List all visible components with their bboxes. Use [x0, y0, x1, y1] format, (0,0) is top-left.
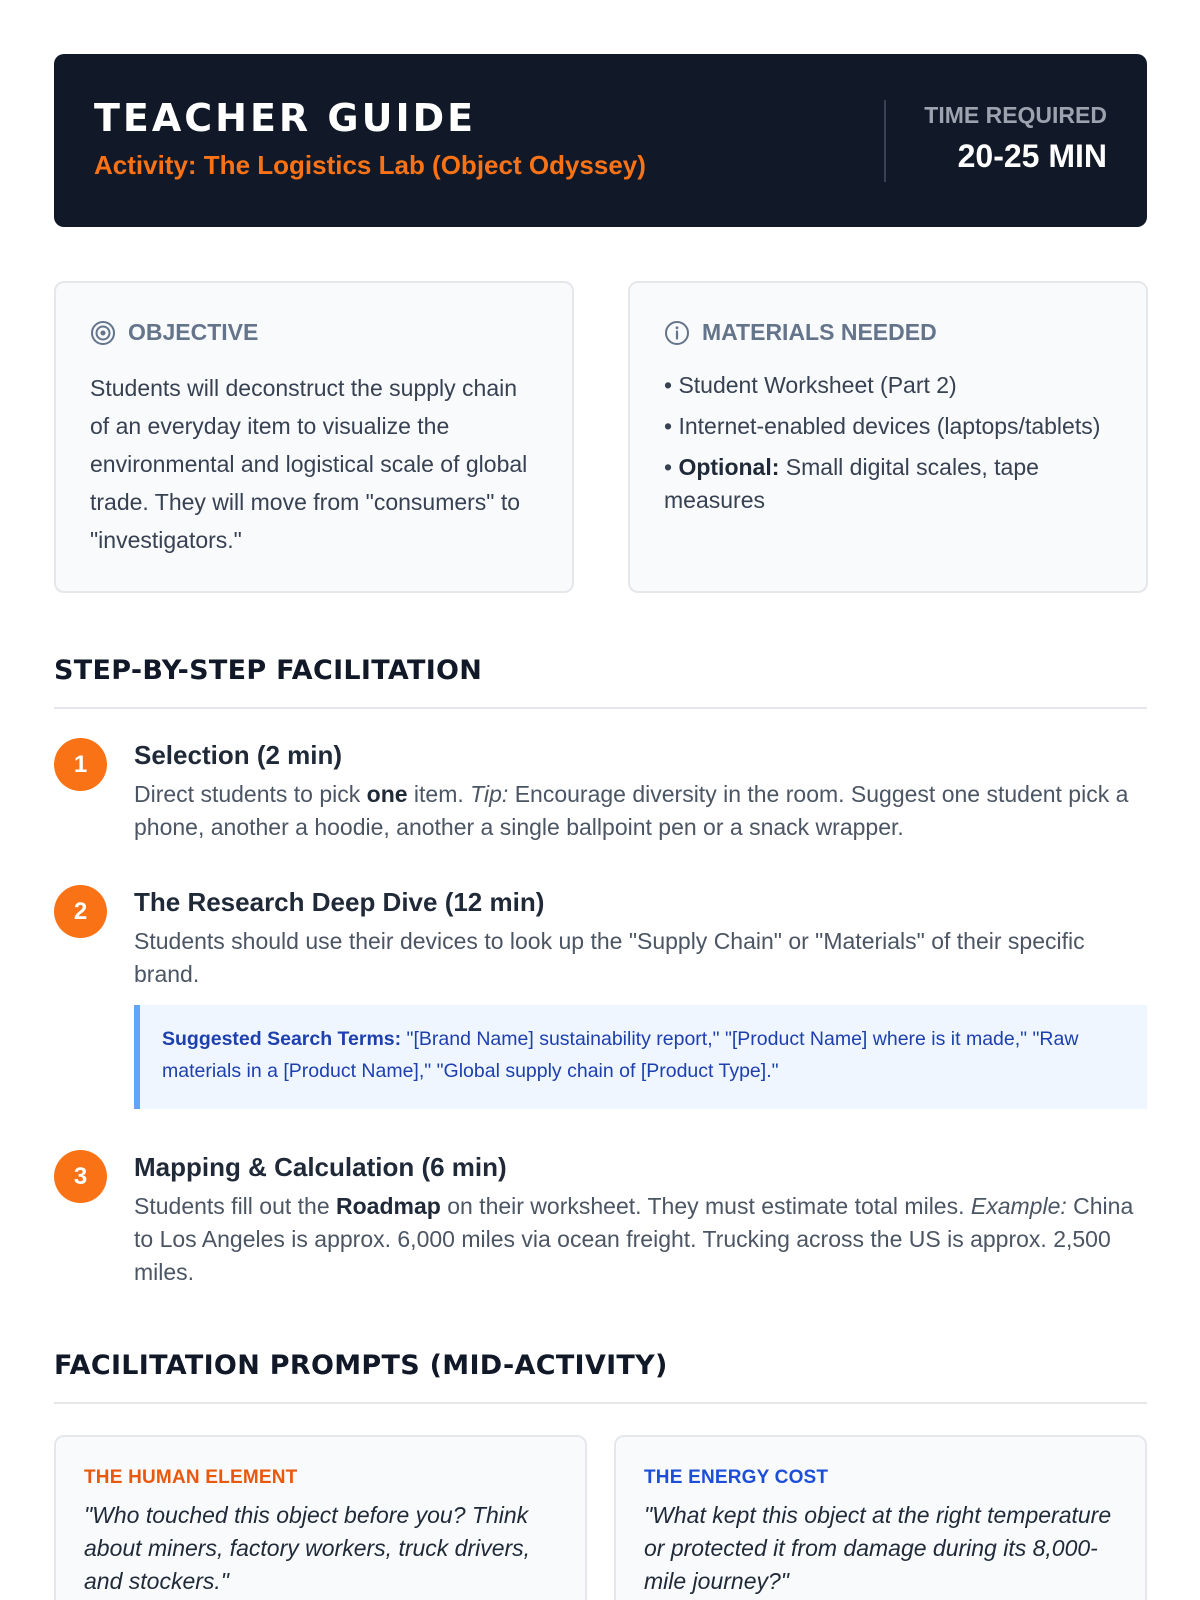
prompt-label: THE ENERGY COST	[644, 1467, 829, 1488]
materials-list	[664, 369, 1112, 525]
section-divider	[54, 707, 1147, 709]
header-divider	[884, 100, 886, 182]
step-description: Students fill out the Roadmap on their worksheet. They must estimate total miles. Example: China to Los Angeles is approx. 6,000 miles via ocean freight. Trucking across the US is approx. 2,500 miles.	[134, 1193, 1134, 1285]
materials-heading: MATERIALS NEEDED	[702, 319, 937, 345]
prompt-question: "Who touched this object before you? Think about miners, factory workers, truck drivers, and stockers."	[84, 1502, 531, 1594]
step-description: Direct students to pick one item. Tip: Encourage diversity in the room. Suggest one student pick a phone, another a hoodie, another a single ballpoint pen or a snack wrapper.	[134, 781, 1129, 840]
material-item-text: Small digital scales, tape measures	[664, 454, 1039, 513]
step-description: Students should use their devices to look up the "Supply Chain" or "Materials" of their specific brand.	[134, 928, 1085, 987]
list-item	[664, 451, 1112, 517]
search-terms-callout	[134, 1005, 1147, 1109]
activity-subtitle: Activity: The Logistics Lab (Object Odyssey)	[94, 150, 646, 180]
list-item	[664, 369, 1112, 402]
prompts-section-title: FACILITATION PROMPTS (MID-ACTIVITY)	[54, 1350, 668, 1381]
optional-label: Optional:	[678, 454, 780, 480]
callout-text: "[Brand Name] sustainability report," "[Product Name] where is it made," "Raw materials in a [Product Name]," "Global supply chain of [Product Type]."	[162, 1028, 1079, 1082]
callout-label: Suggested Search Terms:	[162, 1028, 402, 1050]
prompt-card-energy-cost	[614, 1435, 1147, 1600]
bullet: •	[664, 454, 673, 480]
bullet: •	[664, 413, 673, 439]
time-required-value: 20-25 MIN	[957, 138, 1107, 174]
objective-text: Students will deconstruct the supply chain of an everyday item to visualize the environmental and logistical scale of global trade. They will move from "consumers" to "investigators."	[90, 375, 528, 553]
prompt-question: "What kept this object at the right temperature or protected it from damage during its 8,000-mile journey?"	[644, 1502, 1112, 1594]
step-number-badge: 3	[54, 1150, 107, 1203]
target-icon	[90, 320, 116, 346]
time-required-label: TIME REQUIRED	[924, 102, 1107, 128]
material-item-text: Internet-enabled devices (laptops/tablets)	[678, 413, 1101, 439]
objective-card	[54, 281, 574, 593]
material-item-text: Student Worksheet (Part 2)	[678, 372, 957, 398]
facilitation-section-title: STEP-BY-STEP FACILITATION	[54, 655, 483, 686]
list-item	[664, 410, 1112, 443]
prompt-card-human-element	[54, 1435, 587, 1600]
step-title: Selection (2 min)	[134, 740, 343, 770]
guide-header	[54, 54, 1147, 227]
section-divider	[54, 1402, 1147, 1404]
step-title: Mapping & Calculation (6 min)	[134, 1152, 507, 1182]
objective-heading-row	[90, 319, 258, 346]
step-title: The Research Deep Dive (12 min)	[134, 887, 545, 917]
materials-card	[628, 281, 1148, 593]
prompt-label: THE HUMAN ELEMENT	[84, 1467, 298, 1488]
page-title: TEACHER GUIDE	[94, 96, 477, 140]
info-icon	[664, 320, 690, 346]
step-number-badge: 1	[54, 738, 107, 791]
objective-heading: OBJECTIVE	[128, 319, 259, 345]
materials-heading-row	[664, 319, 937, 346]
bullet: •	[664, 372, 673, 398]
step-number-badge: 2	[54, 885, 107, 938]
